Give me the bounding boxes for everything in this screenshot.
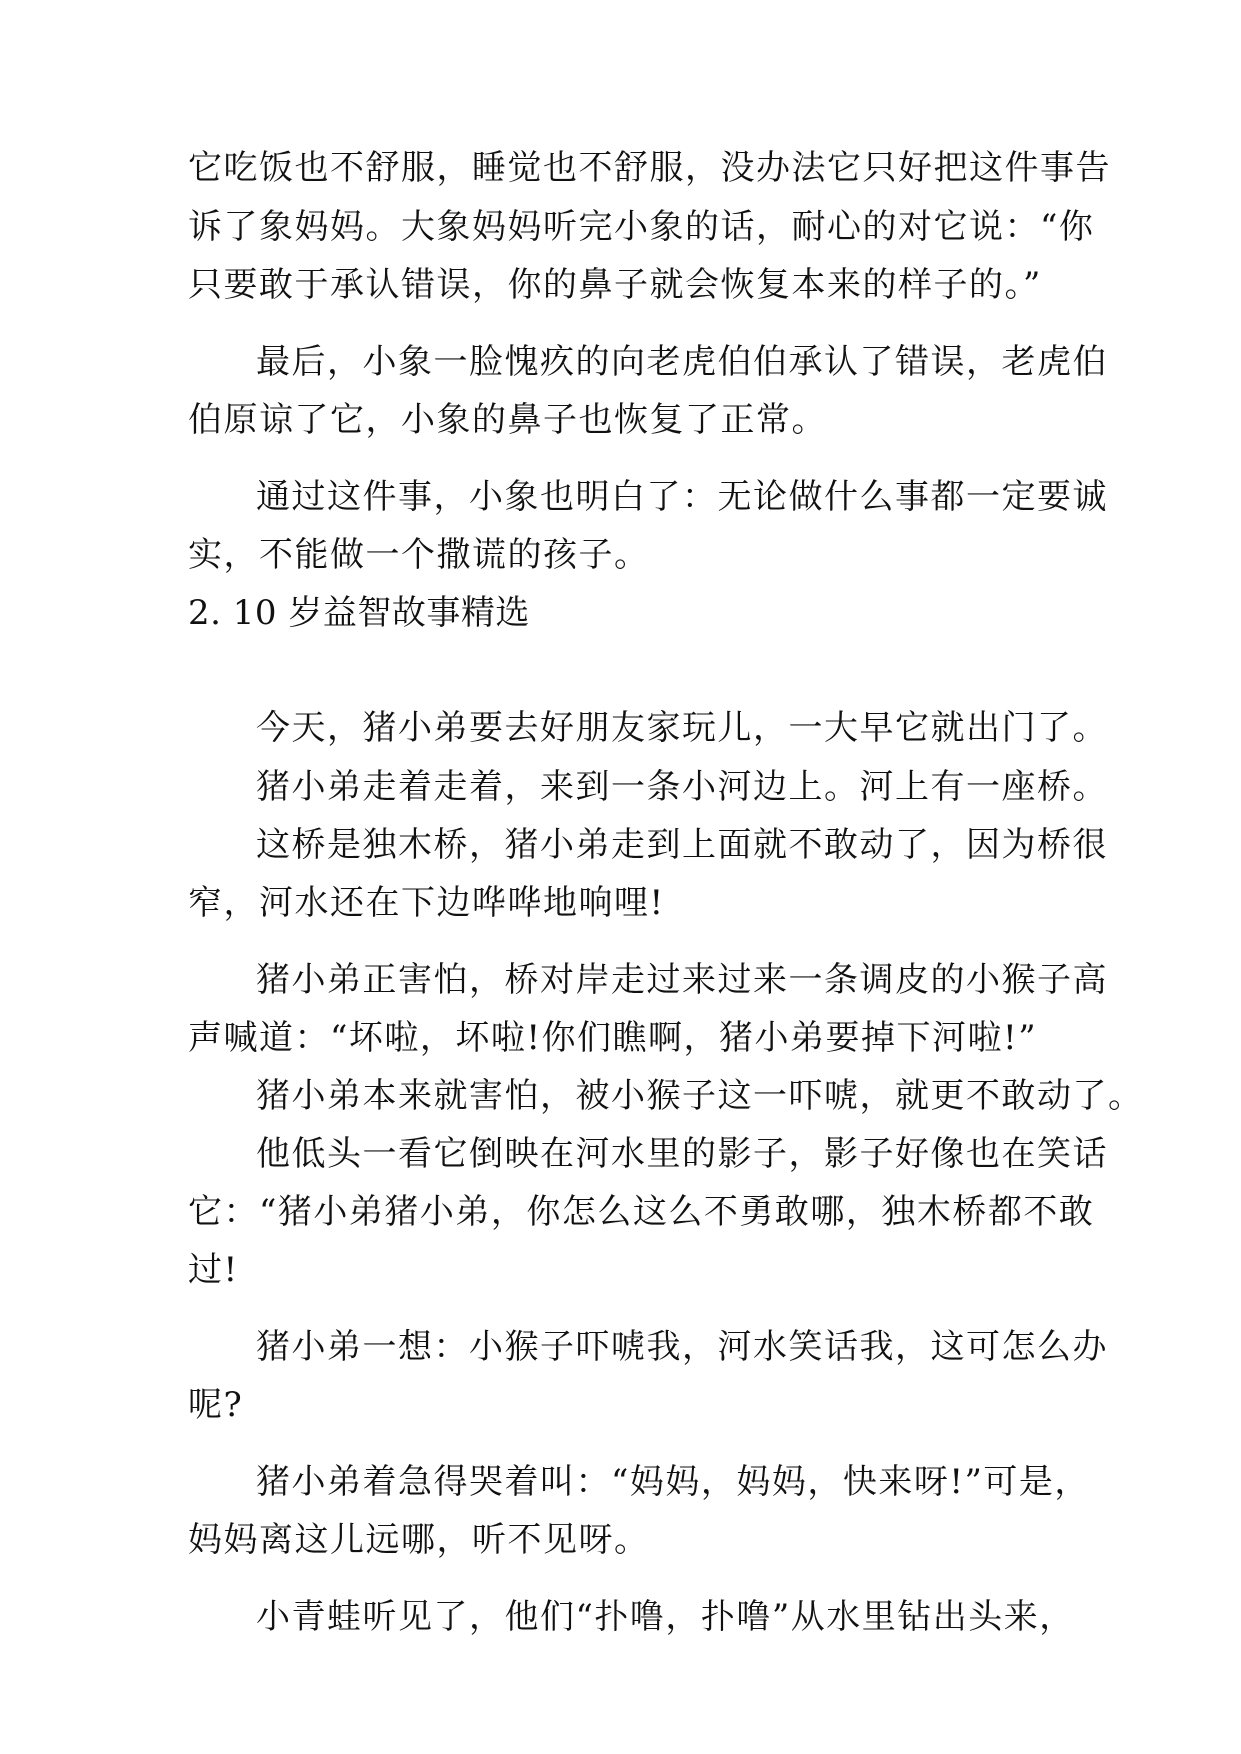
paragraph-line: 今天，猪小弟要去好朋友家玩儿，一大早它就出门了。 <box>256 708 1108 748</box>
section-heading: 2. 10 岁益智故事精选 <box>188 593 530 633</box>
paragraph-line: 声喊道：“坏啦，坏啦!你们瞧啊，猪小弟要掉下河啦!” <box>188 1018 1038 1058</box>
paragraph-line: 最后，小象一脸愧疚的向老虎伯伯承认了错误，老虎伯 <box>256 342 1108 382</box>
paragraph-line: 这桥是独木桥，猪小弟走到上面就不敢动了，因为桥很 <box>256 825 1108 865</box>
paragraph-line: 伯原谅了它，小象的鼻子也恢复了正常。 <box>188 400 827 440</box>
paragraph-line: 猪小弟走着走着，来到一条小河边上。河上有一座桥。 <box>256 767 1108 807</box>
paragraph-line: 小青蛙听见了，他们“扑噜，扑噜”从水里钻出头来， <box>256 1597 1075 1637</box>
paragraph-line: 通过这件事，小象也明白了：无论做什么事都一定要诚 <box>256 477 1108 517</box>
paragraph-line: 他低头一看它倒映在河水里的影子，影子好像也在笑话 <box>256 1134 1108 1174</box>
paragraph-line: 呢? <box>188 1385 244 1425</box>
paragraph-line: 猪小弟本来就害怕，被小猴子这一吓唬，就更不敢动了。 <box>256 1076 1144 1116</box>
paragraph-line: 猪小弟正害怕，桥对岸走过来过来一条调皮的小猴子高 <box>256 960 1108 1000</box>
paragraph-line: 它吃饭也不舒服，睡觉也不舒服，没办法它只好把这件事告 <box>188 148 1111 188</box>
paragraph-line: 实，不能做一个撒谎的孩子。 <box>188 535 650 575</box>
paragraph-line: 猪小弟一想：小猴子吓唬我，河水笑话我，这可怎么办 <box>256 1327 1108 1367</box>
paragraph-line: 诉了象妈妈。大象妈妈听完小象的话，耐心的对它说：“你 <box>188 207 1095 247</box>
paragraph-line: 它：“猪小弟猪小弟，你怎么这么不勇敢哪，独木桥都不敢 <box>188 1192 1095 1232</box>
paragraph-line: 妈妈离这儿远哪，听不见呀。 <box>188 1520 650 1560</box>
paragraph-line: 过! <box>188 1250 239 1290</box>
paragraph-line: 只要敢于承认错误，你的鼻子就会恢复本来的样子的。” <box>188 265 1042 305</box>
paragraph-line: 窄，河水还在下边哗哗地响哩! <box>188 883 665 923</box>
paragraph-line: 猪小弟着急得哭着叫：“妈妈，妈妈，快来呀!”可是， <box>256 1462 1090 1502</box>
